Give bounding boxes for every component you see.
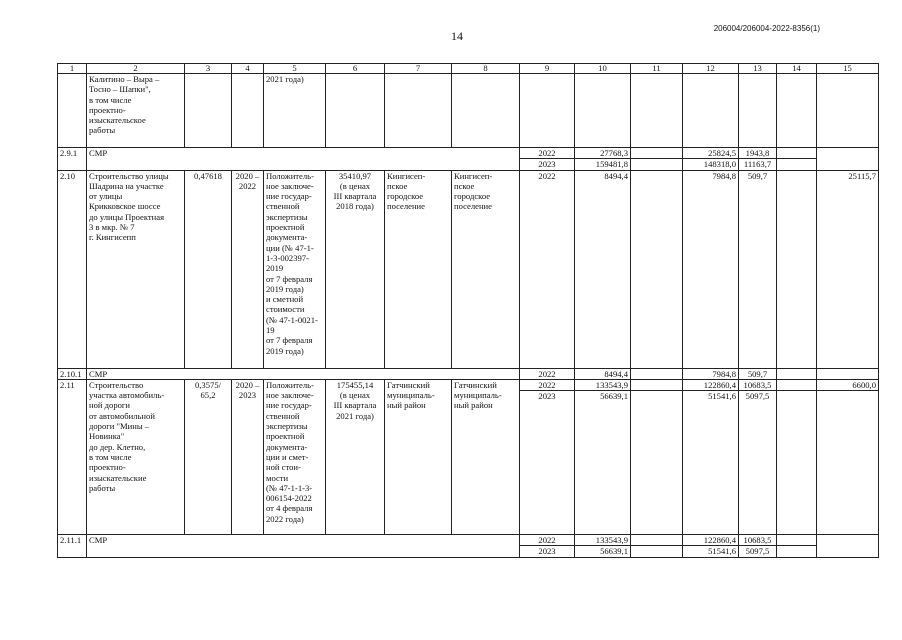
cell-empty	[777, 159, 817, 170]
year: 2022	[520, 368, 575, 379]
cell-empty	[817, 148, 879, 171]
estimated-cost: 175455,14 (в ценах III квартала 2021 года)	[326, 379, 385, 534]
row-number: 2.9.1	[58, 148, 87, 171]
year: 2023	[520, 391, 575, 535]
col-number: 1	[58, 64, 87, 74]
col-number: 10	[575, 64, 631, 74]
cell-empty	[575, 74, 631, 148]
cell-empty	[631, 170, 683, 368]
cell-empty	[58, 74, 87, 148]
year: 2022	[520, 379, 575, 390]
total-value: 8494,4	[575, 368, 631, 379]
col-number: 3	[185, 64, 232, 74]
table-row	[58, 379, 879, 390]
customer: Кингисеп- пское городское поселение	[385, 170, 452, 368]
row-label: СМР	[87, 148, 520, 171]
table-row	[58, 368, 879, 379]
customer: Гатчинский муниципаль- ный район	[385, 379, 452, 534]
col-number: 14	[777, 64, 817, 74]
cell-empty	[520, 74, 575, 148]
regional-value: 10683,5	[739, 379, 777, 390]
table-row	[58, 74, 879, 148]
cell-empty	[777, 148, 817, 159]
cell-empty	[777, 170, 817, 368]
regional-value: 10683,5	[739, 535, 777, 546]
regional-value: 5097,5	[739, 391, 777, 535]
cell-empty	[777, 535, 817, 546]
cell-empty	[817, 74, 879, 148]
col-number: 8	[452, 64, 520, 74]
total-value: 56639,1	[575, 391, 631, 535]
extra-value: 25115,7	[817, 170, 879, 368]
approval-document: 2021 года)	[264, 74, 326, 148]
cell-empty	[631, 368, 683, 379]
regional-value: 11163,7	[739, 159, 777, 170]
year: 2023	[520, 546, 575, 557]
row-number: 2.11	[58, 379, 87, 534]
table-row	[58, 170, 879, 368]
program-table	[57, 63, 879, 558]
object-name: Строительство улицы Шадрина на участке от улицы Крикковское шоссе до улицы Проектная 3 в мкр. № 7 г. Кингисепп	[87, 170, 185, 368]
period: 2020 – 2022	[232, 170, 264, 368]
federal-value: 51541,6	[683, 391, 739, 535]
cell-empty	[326, 74, 385, 148]
federal-value: 25824,5	[683, 148, 739, 159]
cell-empty	[777, 391, 817, 535]
cell-empty	[777, 368, 817, 379]
estimated-cost: 35410,97 (в ценах III квартала 2018 года)	[326, 170, 385, 368]
cell-empty	[631, 159, 683, 170]
federal-value: 7984,8	[683, 368, 739, 379]
cell-empty	[631, 535, 683, 546]
row-label: СМР	[87, 368, 520, 379]
total-value: 8494,4	[575, 170, 631, 368]
year: 2022	[520, 535, 575, 546]
cell-empty	[817, 391, 879, 535]
regional-value: 1943,8	[739, 148, 777, 159]
row-number: 2.10.1	[58, 368, 87, 379]
capacity: 0,47618	[185, 170, 232, 368]
col-number: 2	[87, 64, 185, 74]
regional-value: 509,7	[739, 368, 777, 379]
page-number: 14	[451, 29, 463, 43]
total-value: 27768,3	[575, 148, 631, 159]
col-number: 6	[326, 64, 385, 74]
col-number: 12	[683, 64, 739, 74]
cell-empty	[631, 74, 683, 148]
cell-empty	[452, 74, 520, 148]
approval-document: Положитель- ное заключе- ние государ- ственной экспертизы проектной документа- ции (№ 47-1- 1-3-002397- 2019 от 7 февраля 2019 года) и сметной стоимости (№ 47-1-0021- 19 от 7 февраля 2019 года)	[264, 170, 326, 368]
cell-empty	[777, 546, 817, 557]
cell-empty	[631, 379, 683, 390]
approval-document: Положитель- ное заключе- ние государ- ственной экспертизы проектной документа- ции и смет- ной стои- мости (№ 47-1-1-3- 006154-2022 от 4 февраля 2022 года)	[264, 379, 326, 534]
cell-empty	[631, 391, 683, 535]
federal-value: 148318,0	[683, 159, 739, 170]
cell-empty	[631, 546, 683, 557]
column-number-row	[58, 64, 879, 74]
year: 2022	[520, 148, 575, 159]
year: 2022	[520, 170, 575, 368]
cell-empty	[777, 74, 817, 148]
federal-value: 122860,4	[683, 535, 739, 546]
total-value: 133543,9	[575, 379, 631, 390]
total-value: 159481,8	[575, 159, 631, 170]
cell-empty	[777, 379, 817, 390]
row-number: 2.10	[58, 170, 87, 368]
cell-empty	[185, 74, 232, 148]
period: 2020 – 2023	[232, 379, 264, 534]
object-name: Калитино – Выра – Тосно – Шапки", в том числе проектно- изыскательское работы	[87, 74, 185, 148]
owner: Кингисеп- пское городское поселение	[452, 170, 520, 368]
cell-empty	[631, 148, 683, 159]
col-number: 4	[232, 64, 264, 74]
table-row	[58, 148, 879, 159]
row-label: СМР	[87, 535, 520, 558]
col-number: 15	[817, 64, 879, 74]
cell-empty	[683, 74, 739, 148]
col-number: 5	[264, 64, 326, 74]
col-number: 11	[631, 64, 683, 74]
regional-value: 5097,5	[739, 546, 777, 557]
total-value: 133543,9	[575, 535, 631, 546]
col-number: 13	[739, 64, 777, 74]
cell-empty	[817, 368, 879, 379]
cell-empty	[817, 535, 879, 558]
cell-empty	[232, 74, 264, 148]
regional-value: 509,7	[739, 170, 777, 368]
table-row	[58, 535, 879, 546]
federal-value: 7984,8	[683, 170, 739, 368]
extra-value: 6600,0	[817, 379, 879, 390]
year: 2023	[520, 159, 575, 170]
cell-empty	[739, 74, 777, 148]
row-number: 2.11.1	[58, 535, 87, 558]
document-code: 206004/206004-2022-8356(1)	[713, 24, 820, 33]
cell-empty	[385, 74, 452, 148]
total-value: 56639,1	[575, 546, 631, 557]
col-number: 7	[385, 64, 452, 74]
object-name: Строительство участка автомобиль- ной дороги от автомобильной дороги "Мины – Новинка" до дер. Клетно, в том числе проектно- изыскательские работы	[87, 379, 185, 534]
col-number: 9	[520, 64, 575, 74]
federal-value: 122860,4	[683, 379, 739, 390]
owner: Гатчинский муниципаль- ный район	[452, 379, 520, 534]
federal-value: 51541,6	[683, 546, 739, 557]
capacity: 0,3575/ 65,2	[185, 379, 232, 534]
